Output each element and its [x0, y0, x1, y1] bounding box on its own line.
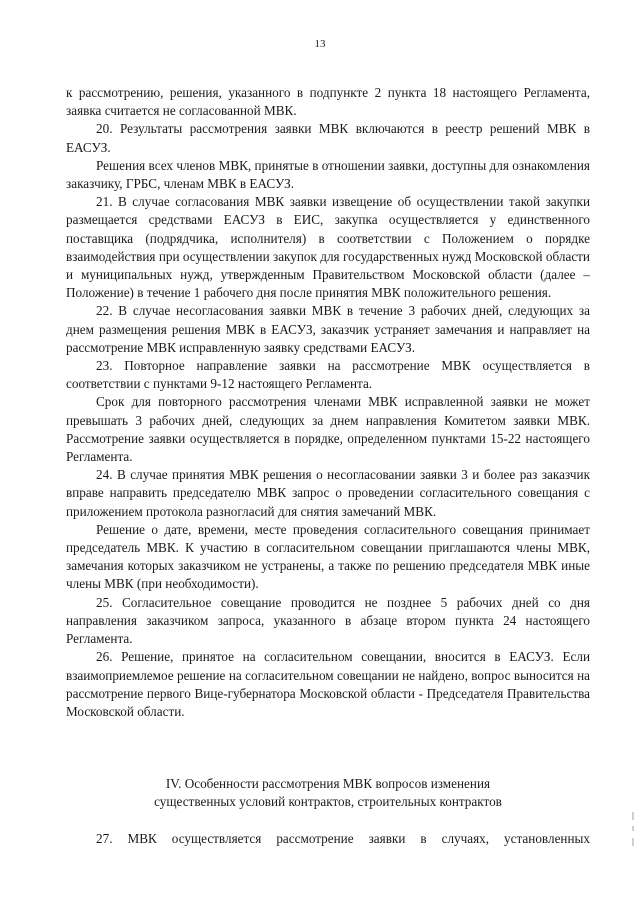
- paragraph-26: 26. Решение, принятое на согласительном совещании, вносится в ЕАСУЗ. Если взаимоприемлемое решение на согласительном совещании не найдено, вопрос выносится на рассмотрение первого Вице-губернатора Московской области - Председателя Правительства Московской области.: [66, 649, 590, 719]
- paragraph-23: 23. Повторное направление заявки на рассмотрение МВК осуществляется в соответствии с пунктами 9-12 настоящего Регламента.: [66, 358, 590, 392]
- section-heading-line-2: существенных условий контрактов, строительных контрактов: [154, 794, 502, 809]
- scan-edge-mark: [632, 838, 634, 846]
- paragraph-20: 20. Результаты рассмотрения заявки МВК включаются в реестр решений МВК в ЕАСУЗ.: [66, 121, 590, 155]
- paragraph-20-decisions: Решения всех членов МВК, принятые в отношении заявки, доступны для ознакомления заказчику, ГРБС, членам МВК в ЕАСУЗ.: [66, 157, 590, 192]
- paragraph-24: 24. В случае принятия МВК решения о несогласовании заявки 3 и более раз заказчик вправе направить председателю МВК запрос о проведении согласительного совещания с приложением протокола разногласий для снятия замечаний МВК.: [66, 467, 590, 519]
- section-heading: [66, 775, 590, 811]
- paragraph-23-term: Срок для повторного рассмотрения членами МВК исправленной заявки не может превышать 3 рабочих дней, следующих за днем направления Комитетом заявки МВК. Рассмотрение заявки осуществляется в порядке, определенном пунктами 15-22 настоящего Регламента.: [66, 394, 590, 465]
- paragraph-25: 25. Согласительное совещание проводится не позднее 5 рабочих дней со дня направления заказчиком запроса, указанного в абзаце втором пункта 24 настоящего Регламента.: [66, 594, 590, 647]
- paragraph-21: 21. В случае согласования МВК заявки извещение об осуществлении такой закупки размещается средствами ЕАСУЗ в ЕИС, закупка осуществляется у единственного поставщика (подрядчика, исполнителя) в соответствии с Положением о порядке взаимодействия при осуществлении закупок для государственных нужд Московской области и муниципальных нужд, утвержденным Правительством Московской области (далее – Положение) в течение 1 рабочего дня после принятия МВК положительного решения.: [66, 194, 590, 301]
- paragraph-27: 27. МВК осуществляется рассмотрение заявки в случаях, установленных: [96, 831, 590, 846]
- paragraph-22: 22. В случае несогласования заявки МВК в течение 3 рабочих дней, следующих за днем размещения решения МВК в ЕАСУЗ, заказчик устраняет замечания и направляет на рассмотрение МВК исправленную заявку средствами ЕАСУЗ.: [66, 303, 590, 355]
- page-number: 13: [314, 38, 326, 50]
- paragraph-continuation: к рассмотрению, решения, указанного в подпункте 2 пункта 18 настоящего Регламента, заявка считается не согласованной МВК.: [66, 85, 590, 119]
- scan-edge-mark: [632, 826, 634, 831]
- scan-edge-mark: [632, 812, 634, 820]
- paragraph-24-decision: Решение о дате, времени, месте проведения согласительного совещания принимает председатель МВК. К участию в согласительном совещании приглашаются члены МВК, замечания которых заказчиком не устранены, а также по решению председателя МВК иные члены МВК (при необходимости).: [66, 521, 590, 592]
- section-heading-line-1: IV. Особенности рассмотрения МВК вопросов изменения: [165, 776, 491, 791]
- document-body: [66, 84, 590, 721]
